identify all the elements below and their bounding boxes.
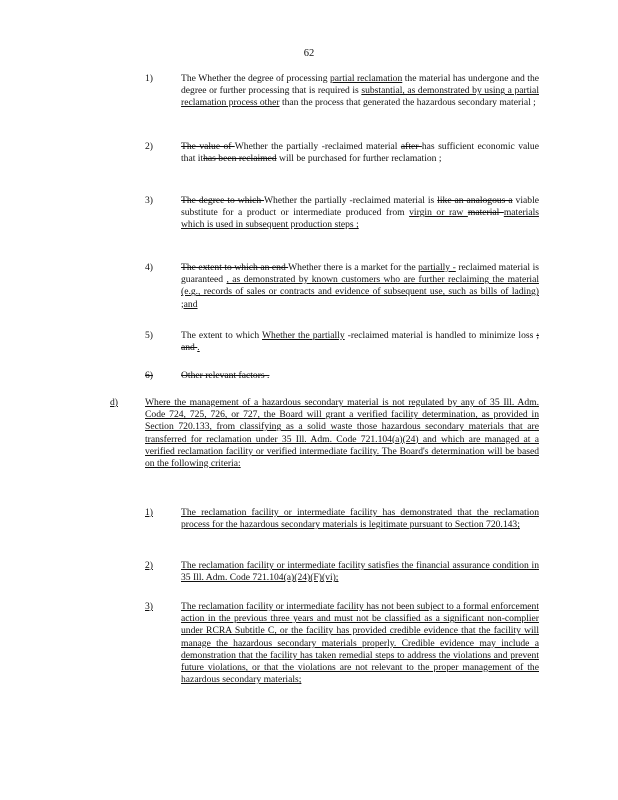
item-label: 3) xyxy=(145,195,153,206)
item-label: 1) xyxy=(145,73,153,84)
inserted-text: The reclamation facility or intermediate facility has demonstrated that the reclamation process for the hazardous secondary materials is legitimate pursuant to Section 720.143; xyxy=(181,507,539,531)
item-text xyxy=(181,370,539,382)
inserted-text: substantial, as demonstrated by using a partial reclamation process other xyxy=(181,85,539,109)
text-run: reclaimed material is guaranteed xyxy=(181,262,540,286)
text-run: has sufficient economic value that it xyxy=(181,141,539,165)
deleted-text: Other relevant factors . xyxy=(181,370,270,381)
item-label: 2) xyxy=(145,141,153,152)
item-text xyxy=(181,601,539,686)
text-run: The Whether the degree of processing xyxy=(181,73,330,84)
deleted-text: The extent to which an end xyxy=(181,262,289,273)
deleted-text: after xyxy=(400,141,422,152)
item-text xyxy=(181,141,539,165)
inserted-text: The reclamation facility or intermediate facility satisfies the financial assurance condition in 35 Ill. Adm. Code 721.104(a)(24)(F)(vi); xyxy=(181,560,539,584)
deleted-text: like an analogous a xyxy=(437,195,513,206)
deleted-text: The degree to which xyxy=(181,195,264,206)
inserted-text: materials which is used in subsequent production steps ; xyxy=(181,207,539,231)
text-run: viable substitute for a product or intermediate produced from xyxy=(181,195,539,219)
inserted-text: virgin or raw xyxy=(409,207,468,219)
deleted-text: has been reclaimed xyxy=(203,153,277,165)
inserted-text: , as demonstrated by known customers who are further reclaiming the material (e.g., records of sales or contracts and evidence of subsequent use, such as bills of lading) ;and xyxy=(181,274,539,310)
text-run: The extent to which xyxy=(181,330,262,341)
text-run: Whether the partially -reclaimed material xyxy=(234,141,401,152)
item-label: 1) xyxy=(145,507,153,518)
text-run: Whether there is a market for the xyxy=(288,262,419,273)
item-label: 3) xyxy=(145,601,153,612)
text-run: Whether the partially -reclaimed material is xyxy=(263,195,438,206)
inserted-text: Where the management of a hazardous secondary material is not regulated by any of 35 Ill. Adm. Code 724, 725, 726, or 727, the Board will grant a verified facility determination, as provided in Section 720.133, from classifying as a solid waste those hazardous secondary materials that are transferred for reclamation under 35 Ill. Adm. Code 721.104(a)(24) and which are managed at a verified reclamation facility or verified intermediate facility. The Board's determination will be based on the following criteria: xyxy=(145,397,539,470)
item-label: d) xyxy=(110,397,118,408)
item-text xyxy=(181,330,539,354)
deleted-text: The value of xyxy=(181,141,235,152)
item-text xyxy=(181,262,539,311)
deleted-text: ; and xyxy=(181,330,539,354)
text-run: the material has undergone and the degree or further processing that is required is xyxy=(181,73,539,97)
text-run: will be purchased for further reclamation ; xyxy=(276,153,442,165)
item-text xyxy=(181,507,539,531)
item-text xyxy=(181,73,539,110)
text-run: -reclaimed material is handled to minimize loss xyxy=(344,330,537,341)
inserted-text: The reclamation facility or intermediate facility has not been subject to a formal enforcement action in the previous three years and must not be classified as a significant non-complier under RCRA Subtitle C, or the facility has provided credible evidence that the facility will manage the hazardous secondary materials properly. Credible evidence may include a demonstration that the facility has taken remedial steps to address the violations and prevent future violations, or that the violations are not relevant to the proper management of the hazardous secondary materials; xyxy=(181,601,539,686)
item-label: 4) xyxy=(145,262,153,273)
inserted-text: Whether the partially xyxy=(262,330,345,341)
deleted-text: material xyxy=(467,207,504,219)
page-number: 62 xyxy=(303,48,315,59)
item-label: 5) xyxy=(145,330,153,341)
inserted-text: partially - xyxy=(418,262,456,273)
inserted-text: . xyxy=(197,342,200,354)
item-text xyxy=(181,560,539,584)
item-label: 6) xyxy=(145,370,153,381)
item-text xyxy=(145,397,539,470)
item-text xyxy=(181,195,539,232)
item-label: 2) xyxy=(145,560,153,571)
inserted-text: partial reclamation xyxy=(329,73,403,84)
text-run: than the process that generated the hazardous secondary material ; xyxy=(279,97,536,109)
